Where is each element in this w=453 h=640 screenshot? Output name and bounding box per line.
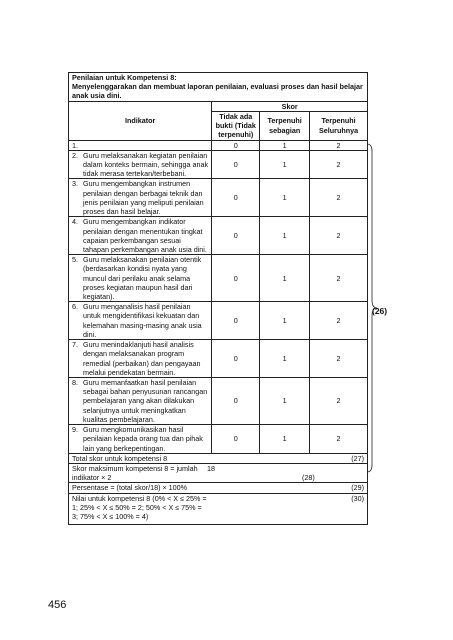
score-2: 2 xyxy=(310,255,368,302)
table-title xyxy=(69,73,368,102)
score-0: 0 xyxy=(212,179,260,217)
indicator-text: Guru memanfaatkan hasil penilaian sebagai bahan penyusunan rancangan pembelajaran yang akan dilakukan selanjutnya untuk meningkatkan kualitas pembelajaran. xyxy=(83,378,208,424)
indicator-cell xyxy=(69,302,212,340)
grade-code: (30) xyxy=(351,493,364,503)
score-1: 1 xyxy=(260,302,310,340)
table-row xyxy=(69,217,368,255)
total-code: (27) xyxy=(351,453,364,463)
score-scale-2: 2 xyxy=(310,140,368,150)
score-1: 1 xyxy=(260,217,310,255)
score-2: 2 xyxy=(310,179,368,217)
indicator-text: Guru menindaklanjuti hasil analisis dengan melaksanakan program remedial (perbaikan) dan pengayaan melalui pendekatan bermain. xyxy=(83,340,201,377)
score-1: 1 xyxy=(260,179,310,217)
total-label: Total skor untuk kompetensi 8 xyxy=(72,453,168,463)
title-line2: Menyelenggarakan dan membuat laporan penilaian, evaluasi proses dan hasil belajar anak usia dini. xyxy=(72,82,363,101)
total-cell xyxy=(69,453,368,463)
score-2: 2 xyxy=(310,150,368,179)
score-2: 2 xyxy=(310,378,368,425)
score-2: 2 xyxy=(310,340,368,378)
score-col-0-header: Tidak ada bukti (Tidak terpenuhi) xyxy=(212,111,260,140)
indicator-number: 7. xyxy=(72,340,78,350)
percentage-row xyxy=(69,483,368,493)
table-row xyxy=(69,340,368,378)
header-row-1 xyxy=(69,101,368,111)
title-line1: Penilaian untuk Kompetensi 8: xyxy=(72,73,177,82)
score-2: 2 xyxy=(310,302,368,340)
grade-label: Nilai untuk kompetensi 8 (0% < X ≤ 25% = 1; 25% < X ≤ 50% = 2; 50% < X ≤ 75% = 3; 75% < X ≤ 100% = 4) xyxy=(72,493,207,522)
score-1: 1 xyxy=(260,425,310,454)
max-row xyxy=(69,463,368,482)
indicator-text: Guru mengembangkan indikator penilaian dengan menentukan tingkat capaian perkembangan sesuai tahapan perkembangan anak usia dini. xyxy=(83,217,207,254)
percentage-code: (29) xyxy=(351,483,364,493)
score-0: 0 xyxy=(212,217,260,255)
indicator-number: 2. xyxy=(72,150,78,160)
score-scale-0: 0 xyxy=(212,140,260,150)
score-1: 1 xyxy=(260,378,310,425)
score-2: 2 xyxy=(310,217,368,255)
indicator-cell xyxy=(69,425,212,454)
table-row xyxy=(69,378,368,425)
indicator-number: 8. xyxy=(72,378,78,387)
percentage-cell xyxy=(69,483,368,493)
score-0: 0 xyxy=(212,378,260,425)
max-value: 18 xyxy=(207,463,215,473)
table-row xyxy=(69,425,368,454)
indicator-text: Guru menganalisis hasil penilaian untuk mengidentifikasi kekuatan dan kelemahan masing-masing anak usia dini. xyxy=(83,302,202,339)
assessment-sheet xyxy=(68,72,368,525)
score-1: 1 xyxy=(260,150,310,179)
indicator-text: Guru mengkomunikasikan hasil penilaian kepada orang tua dan pihak lain yang berkepentingan. xyxy=(83,425,203,453)
page-number: 456 xyxy=(48,599,67,611)
score-scale-1: 1 xyxy=(260,140,310,150)
indicator-cell xyxy=(69,378,212,425)
score-0: 0 xyxy=(212,150,260,179)
max-cell xyxy=(69,463,368,482)
score-1: 1 xyxy=(260,340,310,378)
indicator-number: 5. xyxy=(72,255,78,265)
indicator-cell xyxy=(69,150,212,179)
indicator-number: 9. xyxy=(72,425,78,435)
total-row xyxy=(69,453,368,463)
score-1: 1 xyxy=(260,255,310,302)
indicator-cell xyxy=(69,217,212,255)
indicator-cell xyxy=(69,179,212,217)
max-code: (28) xyxy=(302,473,315,483)
score-col-2-header: Terpenuhi Seluruhnya xyxy=(310,111,368,140)
score-header: Skor xyxy=(212,101,368,111)
indicator-number: 3. xyxy=(72,179,78,189)
indicator-text: Guru melaksanakan penilaian otentik (berdasarkan kondisi nyata yang muncul dari perilaku anak selama proses kegiatan maupun hasil dari kegiatan). xyxy=(83,255,202,302)
table-row xyxy=(69,302,368,340)
title-row xyxy=(69,73,368,102)
score-0: 0 xyxy=(212,425,260,454)
percentage-label: Persentase = (total skor/18) × 100% xyxy=(72,483,188,493)
score-col-1-header: Terpenuhi sebagian xyxy=(260,111,310,140)
indicator-cell xyxy=(69,340,212,378)
indicator-text: Guru mengembangkan instrumen penilaian dengan berbagai teknik dan jenis penilaian yang meliputi penilaian proses dan hasil belajar. xyxy=(83,179,204,217)
score-0: 0 xyxy=(212,302,260,340)
grade-row xyxy=(69,493,368,525)
indicator-number: 6. xyxy=(72,302,78,312)
max-label: Skor maksimum kompetensi 8 = jumlah indikator × 2 xyxy=(72,463,198,483)
score-0: 0 xyxy=(212,255,260,302)
brace-code: (26) xyxy=(372,306,388,316)
indicator-cell xyxy=(69,255,212,302)
indicator-text: Guru melaksanakan kegiatan penilaian dalam konteks bermain, sehingga anak tidak merasa tertekan/terbebani. xyxy=(83,150,209,179)
score-2: 2 xyxy=(310,425,368,454)
indicator-header: Indikator xyxy=(69,101,212,140)
table-row xyxy=(69,255,368,302)
table-row xyxy=(69,179,368,217)
score-scale-row xyxy=(69,140,368,150)
score-0: 0 xyxy=(212,340,260,378)
score-scale-num: 1. xyxy=(69,140,212,150)
indicator-number: 4. xyxy=(72,217,78,227)
assessment-table xyxy=(68,72,368,525)
grade-cell xyxy=(69,493,368,525)
table-row xyxy=(69,150,368,179)
